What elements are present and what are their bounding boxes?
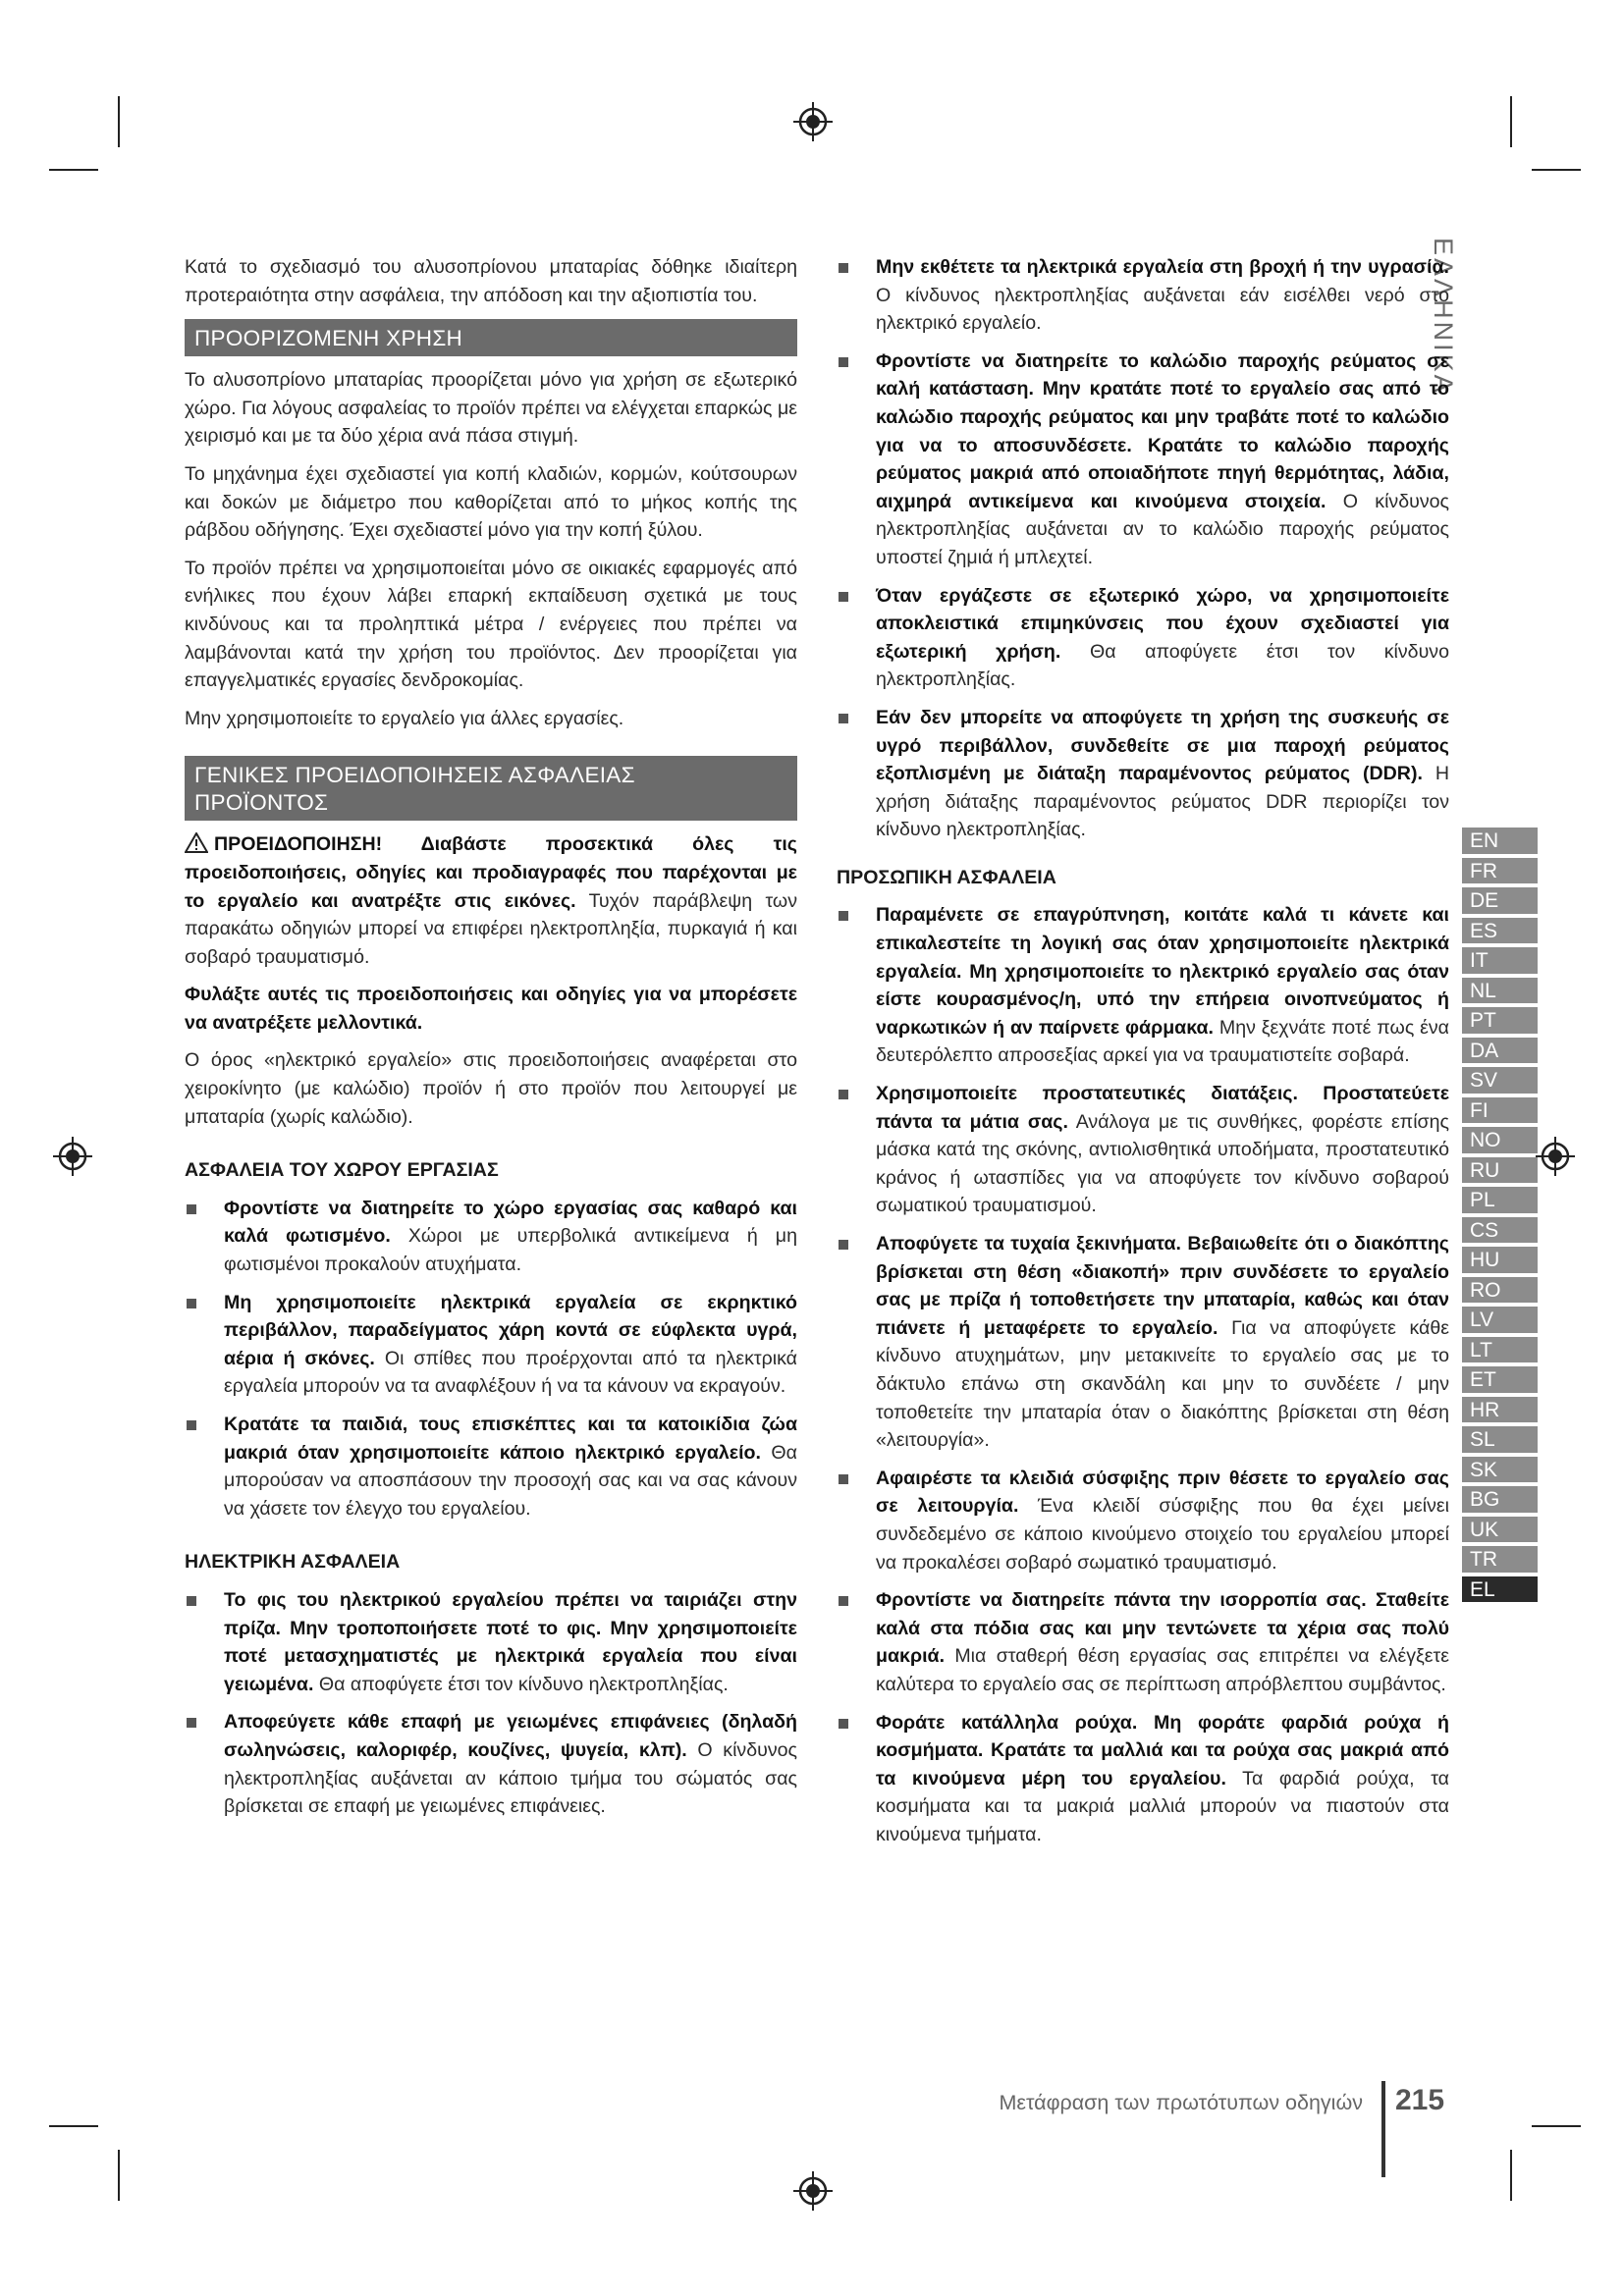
paragraph: Μην χρησιμοποιείτε το εργαλείο για άλλες εργασίες. bbox=[185, 707, 624, 729]
language-tab-no[interactable]: NO bbox=[1462, 1127, 1538, 1153]
language-tab-bg[interactable]: BG bbox=[1462, 1486, 1538, 1513]
list-item-text: Η χρήση διάταξης παραμένοντος ρεύματος DDR περιορίζει τον κίνδυνο ηλεκτροπληξίας. bbox=[876, 763, 1449, 841]
side-language-title: ΕΛΛΗΝΙΚΑ bbox=[1429, 238, 1458, 396]
list-item-bold: Μην εκθέτετε τα ηλεκτρικά εργαλεία στη βροχή ή την υγρασία. bbox=[876, 256, 1449, 278]
crop-mark bbox=[49, 169, 98, 171]
paragraph: Το προϊόν πρέπει να χρησιμοποιείται μόνο σε οικιακές εφαρμογές από ενήλικες που έχουν λάβει επαρκή εκπαίδευση σχετικά με τους κινδύνους και τα προληπτικά μέτρα / ενέργειες που πρέπει να λαμβάνονται κατά την χρήση του προϊόντος. Δεν προορίζεται για επαγγελματικές εργασίες δενδροκομίας. bbox=[185, 557, 797, 692]
crop-mark bbox=[118, 2150, 120, 2201]
list-item bbox=[837, 1465, 1449, 1576]
list-item bbox=[837, 901, 1449, 1070]
list-item bbox=[185, 1289, 797, 1401]
language-tab-it[interactable]: IT bbox=[1462, 947, 1538, 974]
language-tab-sl[interactable]: SL bbox=[1462, 1426, 1538, 1453]
list-item-text: Θα αποφύγετε έτσι τον κίνδυνο ηλεκτροπληξίας. bbox=[876, 640, 1450, 691]
list-item bbox=[185, 1411, 797, 1522]
personal-safety-list bbox=[837, 901, 1449, 1848]
registration-mark-icon bbox=[793, 102, 833, 141]
language-tab-et[interactable]: ET bbox=[1462, 1366, 1538, 1393]
language-tab-uk[interactable]: UK bbox=[1462, 1517, 1538, 1543]
keep-instructions bbox=[185, 981, 797, 1037]
crop-mark bbox=[1510, 96, 1512, 147]
language-tab-ro[interactable]: RO bbox=[1462, 1277, 1538, 1304]
footer-divider bbox=[1381, 2081, 1385, 2177]
work-area-list bbox=[185, 1195, 797, 1523]
crop-mark bbox=[118, 96, 120, 147]
language-tab-cs[interactable]: CS bbox=[1462, 1217, 1538, 1244]
list-item-text: Μια σταθερή θέση εργασίας σας επιτρέπει να ελέγξετε καλύτερα το εργαλείο σας σε περίπτωση απρόβλεπτου συμβάντος. bbox=[876, 1645, 1449, 1695]
list-item bbox=[837, 1709, 1449, 1849]
warning-triangle-icon bbox=[185, 832, 208, 853]
language-tab-ru[interactable]: RU bbox=[1462, 1157, 1538, 1184]
paragraph: Το μηχάνημα έχει σχεδιαστεί για κοπή κλαδιών, κορμών, κούτσουρων και δοκών με διάμετρο που καθορίζεται από το μήκος κοπής της ράβδου οδήγησης. Έχει σχεδιαστεί μόνο για την κοπή ξύλου. bbox=[185, 462, 797, 542]
list-item-text: Μην ξεχνάτε ποτέ πως ένα δευτερόλεπτο απροσεξίας αρκεί για να τραυματιστείτε σοβαρά. bbox=[876, 1016, 1449, 1067]
language-tab-de[interactable]: DE bbox=[1462, 887, 1538, 914]
keep-instructions-bold: Φυλάξτε αυτές τις προειδοποιήσεις και οδηγίες για να μπορέσετε να ανατρέξετε μελλοντικά. bbox=[185, 984, 797, 1034]
electrical-list-continued bbox=[837, 253, 1449, 844]
list-item-bold: Φροντίστε να διατηρείτε το χώρο εργασίας σας καθαρό και καλά φωτισμένο. bbox=[224, 1197, 797, 1248]
right-column bbox=[837, 253, 1449, 1858]
paragraph: Το αλυσοπρίονο μπαταρίας προορίζεται μόνο για χρήση σε εξωτερικό χώρο. Για λόγους ασφαλείας το προϊόν πρέπει να ελέγχεται επαρκώς με χειρισμό και με τα δύο χέρια ανά πάσα στιγμή. bbox=[185, 369, 797, 448]
list-item-bold: Εάν δεν μπορείτε να αποφύγετε τη χρήση της συσκευής σε υγρό περιβάλλον, συνδεθείτε σε μια παροχή ρεύματος εξοπλισμένη με διάταξη παραμένοντος ρεύματος (DDR). bbox=[876, 706, 1449, 785]
warning-bold-text: ΠΡΟΕΙΔΟΠΟΙΗΣΗ! Διαβάστε προσεκτικά όλες τις προειδοποιήσεις, οδηγίες και προδιαγραφές που παρέχονται με το εργαλείο και ανατρέξτε στις εικόνες. bbox=[185, 833, 797, 912]
list-item bbox=[185, 1195, 797, 1279]
language-tab-fi[interactable]: FI bbox=[1462, 1097, 1538, 1124]
crop-mark bbox=[49, 2125, 98, 2127]
language-tab-sk[interactable]: SK bbox=[1462, 1457, 1538, 1483]
list-item bbox=[837, 1080, 1449, 1220]
crop-mark bbox=[1532, 169, 1581, 171]
electrical-list bbox=[185, 1586, 797, 1821]
language-tab-nl[interactable]: NL bbox=[1462, 978, 1538, 1004]
list-item bbox=[837, 253, 1449, 338]
list-item-text: Τα φαρδιά ρούχα, τα κοσμήματα και τα μακριά μαλλιά μπορούν να πιαστούν στα κινούμενα τμήματα. bbox=[876, 1767, 1449, 1845]
list-item bbox=[837, 347, 1449, 572]
list-item-bold: Φοράτε κατάλληλα ρούχα. Μη φοράτε φαρδιά ρούχα ή κοσμήματα. Κρατάτε τα μαλλιά και τα ρούχα σας μακριά από τα κινούμενα μέρη του εργαλείου. bbox=[876, 1711, 1449, 1789]
list-item-bold: Αφαιρέστε τα κλειδιά σύσφιξης πριν θέσετε το εργαλείο σας σε λειτουργία. bbox=[876, 1467, 1449, 1518]
language-tab-es[interactable]: ES bbox=[1462, 918, 1538, 944]
language-tab-list bbox=[1462, 828, 1538, 1606]
section-banner-intended-use: ΠΡΟΟΡΙΖΟΜΕΝΗ ΧΡΗΣΗ bbox=[185, 319, 797, 356]
page-number: 215 bbox=[1395, 2084, 1445, 2116]
language-tab-hu[interactable]: HU bbox=[1462, 1247, 1538, 1273]
list-item-text: Θα αποφύγετε έτσι τον κίνδυνο ηλεκτροπληξίας. bbox=[313, 1673, 729, 1695]
list-item-text: Θα μπορούσαν να αποσπάσουν την προσοχή σας και να σας κάνουν να χάσετε τον έλεγχο του εργαλείου. bbox=[224, 1441, 798, 1520]
list-item bbox=[837, 1586, 1449, 1698]
list-item-bold: Κρατάτε τα παιδιά, τους επισκέπτες και τα κατοικίδια ζώα μακριά όταν χρησιμοποιείτε κάποιο ηλεκτρικό εργαλείο. bbox=[224, 1414, 797, 1464]
list-item-text: Ο κίνδυνος ηλεκτροπληξίας αυξάνεται αν κάποιο τμήμα του σώματός σας βρίσκεται σε επαφή με γειωμένες επιφάνειες. bbox=[224, 1738, 797, 1818]
list-item-bold: Φροντίστε να διατηρείτε πάντα την ισορροπία σας. Σταθείτε καλά στα πόδια σας και μην τεντώνετε τα χέρια σας πολύ μακριά. bbox=[876, 1589, 1449, 1668]
language-tab-en[interactable]: EN bbox=[1462, 828, 1538, 854]
list-item-bold: Μη χρησιμοποιείτε ηλεκτρικά εργαλεία σε εκρηκτικό περιβάλλον, παραδείγματος χάρη κοντά σε εύφλεκτα υγρά, αέρια ή σκόνες. bbox=[224, 1291, 797, 1369]
banner-line: ΠΡΟΪΟΝΤΟΣ bbox=[194, 790, 329, 816]
language-tab-tr[interactable]: TR bbox=[1462, 1546, 1538, 1573]
list-item-bold: Φροντίστε να διατηρείτε το καλώδιο παροχής ρεύματος σε καλή κατάσταση. Μην κρατάτε ποτέ το εργαλείο σας από το καλώδιο παροχής ρεύματος και μην τραβάτε ποτέ το καλώδιο για να το αποσυνδέσετε. Κρατάτε το καλώδιο παροχής ρεύματος μακριά από οποιαδήποτε πηγή θερμότητας, λάδια, αιχμηρά αντικείμενα και κινούμενα στοιχεία. bbox=[876, 349, 1449, 512]
list-item-text: Ο κίνδυνος ηλεκτροπληξίας αυξάνεται αν το καλώδιο παροχής ρεύματος υποστεί ζημιά ή μπλεχτεί. bbox=[876, 490, 1449, 568]
left-column bbox=[185, 253, 797, 1831]
list-item bbox=[837, 1230, 1449, 1455]
list-item bbox=[185, 1586, 797, 1698]
list-item-text: Ένα κλειδί σύσφιξης που θα έχει μείνει συνδεδεμένο σε κάποιο κινούμενο στοιχείο του εργαλείου μπορεί να προκαλέσει σοβαρό σωματικό τραυματισμό. bbox=[876, 1495, 1449, 1574]
language-tab-hr[interactable]: HR bbox=[1462, 1397, 1538, 1423]
warning-paragraph bbox=[185, 830, 797, 971]
registration-mark-icon bbox=[53, 1137, 92, 1176]
list-item-text: Χώροι με υπερβολικά αντικείμενα ή μη φωτισμένοι προκαλούν ατυχήματα. bbox=[224, 1225, 797, 1276]
language-tab-da[interactable]: DA bbox=[1462, 1038, 1538, 1064]
language-tab-pt[interactable]: PT bbox=[1462, 1007, 1538, 1034]
list-item-bold: Αποφύγετε τα τυχαία ξεκινήματα. Βεβαιωθείτε ότι ο διακόπτης βρίσκεται στη θέση «διακοπή» πριν συνδέσετε το εργαλείο σας με πρίζα ή τοποθετήσετε την μπαταρία, καθώς και όταν πιάνετε ή μεταφέρετε το εργαλείο. bbox=[876, 1233, 1449, 1339]
subheading-personal: ΠΡΟΣΩΠΙΚΗ ΑΣΦΑΛΕΙΑ bbox=[837, 866, 1056, 888]
list-item bbox=[185, 1708, 797, 1820]
list-item-text: Ο κίνδυνος ηλεκτροπληξίας αυξάνεται εάν εισέλθει νερό στο ηλεκτρικό εργαλείο. bbox=[876, 284, 1449, 335]
intro-paragraph: Κατά το σχεδιασμό του αλυσοπρίονου μπαταρίας δόθηκε ιδιαίτερη προτεραιότητα στην ασφάλεια, την απόδοση και την αξιοπιστία του. bbox=[185, 256, 797, 306]
language-tab-sv[interactable]: SV bbox=[1462, 1067, 1538, 1094]
term-definition: Ο όρος «ηλεκτρικό εργαλείο» στις προειδοποιήσεις αναφέρεται στο χειροκίνητο (με καλώδιο) προϊόν ή στο προϊόν που λειτουργεί με μπαταρία (χωρίς καλώδιο). bbox=[185, 1049, 797, 1128]
warning-text: Τυχόν παράβλεψη των παρακάτω οδηγιών μπορεί να επιφέρει ηλεκτροπληξία, πυρκαγιά ή και σοβαρό τραυματισμό. bbox=[185, 889, 798, 968]
section-banner-general-warnings bbox=[185, 756, 797, 821]
language-tab-pl[interactable]: PL bbox=[1462, 1187, 1538, 1213]
registration-mark-icon bbox=[793, 2171, 833, 2211]
subheading-electrical: ΗΛΕΚΤΡΙΚΗ ΑΣΦΑΛΕΙΑ bbox=[185, 1551, 401, 1574]
registration-mark-icon bbox=[1536, 1137, 1575, 1176]
list-item-bold: Το φις του ηλεκτρικού εργαλείου πρέπει να ταιριάζει στην πρίζα. Μην τροποποιήσετε ποτέ το φις. Μην χρησιμοποιείτε ποτέ μετασχηματιστές με ηλεκτρικά εργαλεία που είναι γειωμένα. bbox=[224, 1588, 797, 1695]
footer-translation-note: Μετάφραση των πρωτότυπων οδηγιών bbox=[999, 2091, 1363, 2114]
list-item-bold: Παραμένετε σε επαγρύπνηση, κοιτάτε καλά τι κάνετε και επικαλεστείτε τη λογική σας όταν χρησιμοποιείτε ηλεκτρικά εργαλεία. Μη χρησιμοποιείτε το ηλεκτρικό εργαλείο σας όταν είστε κουρασμένος/η, υπό την επήρεια οινοπνεύματος ή ναρκωτικών ή αν παίρνετε φάρμακα. bbox=[876, 904, 1449, 1039]
banner-line: ΓΕΝΙΚΕΣ ΠΡΟΕΙΔΟΠΟΙΗΣΕΙΣ ΑΣΦΑΛΕΙΑΣ bbox=[194, 763, 635, 788]
list-item-text: Για να αποφύγετε κάθε κίνδυνο ατυχημάτων, μην μετακινείτε το εργαλείο σας με το δάκτυλο επάνω στη σκανδάλη και μην το συνδέετε / μην τοποθετείτε την μπαταρία όταν ο διακόπτης βρίσκεται στη θέση «λειτουργία». bbox=[876, 1316, 1449, 1452]
list-item-bold: Όταν εργάζεστε σε εξωτερικό χώρο, να χρησιμοποιείτε αποκλειστικά επιμηκύνσεις που έχουν σχεδιαστεί για εξωτερική χρήση. bbox=[876, 584, 1449, 663]
list-item bbox=[837, 582, 1449, 694]
language-tab-lv[interactable]: LV bbox=[1462, 1307, 1538, 1333]
list-item-text: Ανάλογα με τις συνθήκες, φορέστε επίσης μάσκα κατά της σκόνης, αντιολισθητικά υποδήματα, προστατευτικό κράνος ή ωτασπίδες για να αποφύγετε τον κίνδυνο σοβαρού σωματικού τραυματισμού. bbox=[876, 1110, 1449, 1217]
language-tab-lt[interactable]: LT bbox=[1462, 1337, 1538, 1363]
subheading-work-area: ΑΣΦΑΛΕΙΑ ΤΟΥ ΧΩΡΟΥ ΕΡΓΑΣΙΑΣ bbox=[185, 1159, 499, 1182]
language-tab-el[interactable]: EL bbox=[1462, 1576, 1538, 1603]
list-item-bold: Αποφεύγετε κάθε επαφή με γειωμένες επιφάνειες (δηλαδή σωληνώσεις, καλοριφέρ, κουζίνες, ψυγεία, κλπ). bbox=[224, 1711, 797, 1761]
crop-mark bbox=[1510, 2150, 1512, 2201]
list-item-text: Οι σπίθες που προέρχονται από τα ηλεκτρικά εργαλεία μπορούν να τα αναφλέξουν ή να τα κάνουν να εκραγούν. bbox=[224, 1347, 797, 1398]
list-item bbox=[837, 704, 1449, 844]
language-tab-fr[interactable]: FR bbox=[1462, 858, 1538, 884]
crop-mark bbox=[1532, 2125, 1581, 2127]
list-item-bold: Χρησιμοποιείτε προστατευτικές διατάξεις. Προστατεύετε πάντα τα μάτια σας. bbox=[876, 1083, 1449, 1133]
